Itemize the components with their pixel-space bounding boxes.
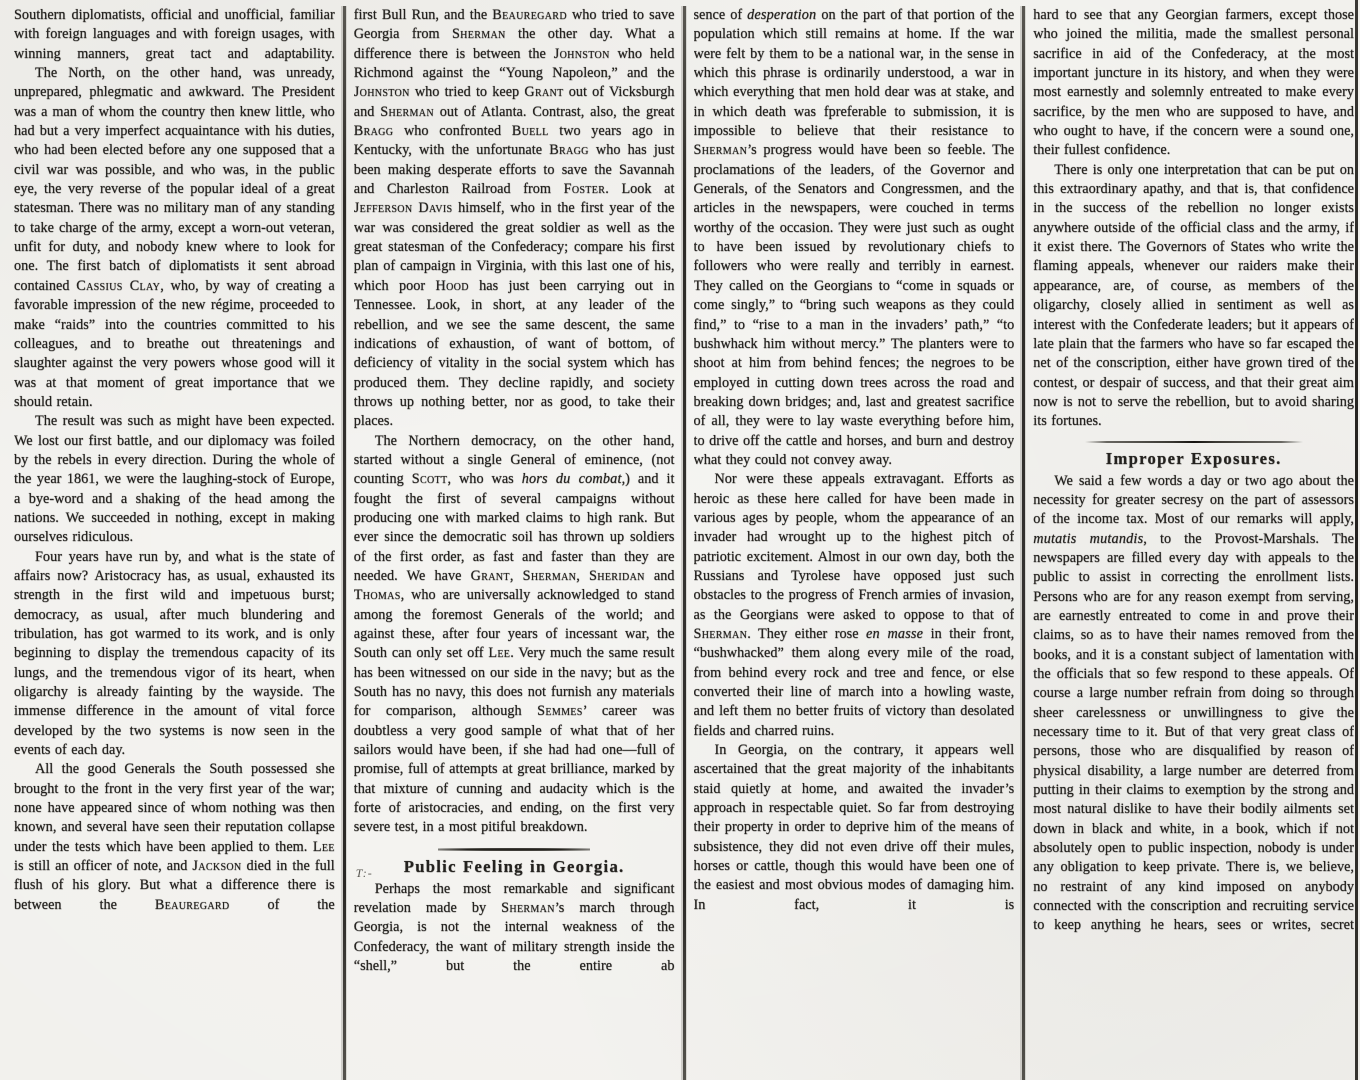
column-divider-rule: [683, 6, 686, 1080]
article-paragraph: hard to see that any Georgian farmers, except those who joined the militia, made the smallest personal sacrifice in aid of the Confederacy, at the most important juncture in its history, and when they were most earnestly and solemnly entreated to make every sacrifice, by the men who are supposed to have, and who ought to have, if the concern were a sound one, their fullest confidence.: [1033, 7, 1354, 159]
print-artifact: T:-: [355, 865, 373, 880]
article-paragraph: Southern diplomatists, official and unofficial, familiar with foreign languages and with foreign usages, with winning manners, great tact and adaptability.: [14, 7, 335, 62]
article-paragraph: The Northern democracy, on the other hand, started without a single General of eminence, (not counting Scott, who was hors du combat,) and it fought the first of several campaigns without producing one with marked claims to high rank. But ever since the democratic soil has thrown up soldiers of the first order, as fast and faster than they are needed. We have Grant, Sherman, Sheridan and Thomas, who are universally acknowledged to stand among the foremost Generals of the world; and against these, after four years of incessant war, the South can only set off Lee. Very much the same result has been witnessed on our side in the navy; but as the South has no navy, this does not furnish any materials for comparison, although Semmes’ career was doubtless a very good sample of what that of her sailors would have been, if she had had one—full of promise, full of attempts at great brilliance, marked by that mixture of cunning and audacity which is the forte of aristocracies, and ending, on the first very severe test, in a most pitiful breakdown.: [353, 432, 675, 836]
article-paragraph: first Bull Run, and the Beauregard who tried to save Georgia from Sherman the other day. What a difference there is between the Johnston who held Richmond against the “Young Napoleon,” and the Johnston who tried to keep Grant out of Vicksburgh and Sherman out of Atlanta. Contrast, also, the great Bragg who confronted Buell two years ago in Kentucky, with the unfortunate Bragg who has just been making desperate efforts to save the Savannah and Charleston Railroad from Foster. Look at Jefferson Davis himself, who in the first year of the war was considered the great soldier as well as the great statesman of the Confederacy; compare his first plan of campaign in Virginia, with this last one of his, which poor Hood has just been carrying out in Tennessee. Look, in short, at any leader of the rebellion, and we see the same descent, the same indications of exhaustion, of want of bottom, of deficiency of vitality in the social system which has produced them. They decline rapidly, and society throws up nothing better, nor as good, to take their places.: [353, 7, 675, 430]
column-divider-rule: [1022, 6, 1025, 1080]
article-paragraph: Perhaps the most remarkable and significant revelation made by Sherman’s march through Georgia, is not the internal weakness of the Confederacy, the want of military strength inside the “shell,” but the entire ab: [353, 880, 675, 975]
heading-ornament-rule: [1085, 441, 1303, 443]
article-paragraph: The result was such as might have been expected. We lost our first battle, and our diplomacy was foiled by the rebels in every direction. During the whole of the year 1861, we were the laughing-stock of Europe, a bye-word and a shaking of the head among the nations. We succeeded in nothing, except in making ourselves ridiculous.: [14, 413, 335, 546]
article-paragraph: sence of desperation on the part of that portion of the population which still remains at home. If the war were felt by them to be a national war, in the sense in which this phrase is ordinarily understood, a war in which everything that men hold dear was at stake, and in which death was fpreferable to submission, it is impossible to believe that their resistance to Sherman’s progress would have been so feeble. The proclamations of the leaders, of the Governor and Generals, of the Senators and Congressmen, and the articles in the newspapers, were couched in terms worthy of the occasion. They were just such as ought to have been issued by revolutionary chiefs to followers who were really and terribly in earnest. They called on the Georgians to “come in squads or come singly,” to “bring such weapons as they could find,” to “rise to a man in the invaders’ path,” “to bushwhack him without mercy.” The planters were to shoot at him from behind fences; the negroes to be employed in cutting down trees across the road and breaking down bridges; and, last and greatest sacrifice of all, they were to lay waste everything before him, to drive off the cattle and horses, and burn and destroy what they could not convey away.: [693, 7, 1015, 468]
page-edge-rule-right: [1355, 0, 1358, 1080]
page-edge-rule-left: [7, 0, 9, 1080]
newspaper-column-1: [14, 6, 335, 1080]
article-paragraph: There is only one interpretation that can be put on this extraordinary apathy, and that is, that confidence in the success of the rebellion no longer exists anywhere outside of the official class and the army, if it exist there. The Governors of States who write the flaming appeals, whenever our raiders make their appearance, are, of course, as members of the oligarchy, closely allied in sentiment as well as interest with the Confederate leaders; but it appears of late plain that the farmers who have so far escaped the net of the conscription, either have grown tired of the contest, or despair of success, and that their great aim now is not to serve the rebellion, but to avoid sharing its fortunes.: [1033, 161, 1354, 430]
heading-ornament-rule: [438, 848, 590, 851]
article-paragraph: Four years have run by, and what is the state of affairs now? Aristocracy has, as usual, exhausted its strength in the first wild and impetuous burst; democracy, as usual, after much blundering and tribulation, has got warmed to its work, and is only beginning to display the tremendous capacity of its lungs, and the tremendous vigor of its heart, when oligarchy is already fainting by the wayside. The immense difference in the amount of vital force developed by the two systems is now seen in the events of each day.: [14, 548, 335, 759]
article-paragraph: We said a few words a day or two ago about the necessity for greater secresy on the part of assessors of the income tax. Most of our remarks will apply, mutatis mutandis, to the Provost-Marshals. The newspapers are filled every day with appeals to the public to assist in correcting the enrollment lists. Persons who are for any reason exempt from serving, are earnestly entreated to come in and prove their claims, so as to have their names removed from the books, and it is a constant subject of lamentation with the officials that so few respond to these appeals. Of course a large number refrain from doing so through sheer carelessness or unwillingness to give the necessary time to it. But of that very great class of persons, those who are disqualified by reason of physical disability, a large number are deterred from putting in their claims to exemption by the strong and most natural dislike to have their bodily ailments set down in black and white, in a book, which if not absolutely open to public inspection, nobody is under any obligation to keep private. There is, we believe, no restraint of any kind imposed on anybody connected with the conscription and recruiting service to keep anything he hears, sees or writes, secret: [1033, 472, 1354, 934]
newspaper-column-4: [1033, 6, 1354, 1080]
article-paragraph: In Georgia, on the contrary, it appears well ascertained that the great majority of the inhabitants staid quietly at home, and awaited the invader’s approach in respectable quiet. So far from destroying their property in order to deprive him of the means of subsistence, they did not even drive off their mules, horses or cattle, though this would have been one of the easiest and most obvious modes of damaging him. In fact, it is: [693, 742, 1015, 913]
newspaper-column-3: [694, 6, 1015, 1080]
newspaper-column-2: [354, 6, 675, 1080]
column-divider-rule: [343, 6, 346, 1080]
article-heading-text: Improper Exposures.: [1105, 448, 1282, 468]
article-heading-text: Public Feeling in Georgia.: [403, 856, 625, 876]
article-paragraph: The North, on the other hand, was unready, unprepared, phlegmatic and awkward. The President was a man of whom the country then knew little, who had but a very imperfect acquaintance with his duties, who had been elected before any one supposed that a civil war was possible, and who was, in the public eye, the very reverse of the popular ideal of a great statesman. There was no military man of any standing to take charge of the army, except a worn-out veteran, unfit for duty, and nobody knew where to look for one. The first batch of diplomatists it sent abroad contained Cassius Clay, who, by way of creating a favorable impression of the new régime, proceeded to make “raids” into the countries committed to his colleagues, and to breathe out threatenings and slaughter against the very powers whose good will it was at that moment of great importance that we should retain.: [14, 65, 335, 410]
article-paragraph: All the good Generals the South possessed she brought to the front in the very first year of the war; none have appeared since of whom nothing was then known, and several have seen their reputation collapse under the tests which have been applied to them. Lee is still an officer of note, and Jackson died in the full flush of his glory. But what a difference there is between the Beauregard of the: [14, 761, 335, 913]
article-heading-improper-exposures: [1033, 432, 1354, 469]
article-heading-public-feeling-in-georgia: [354, 838, 675, 880]
article-paragraph: Nor were these appeals extravagant. Efforts as heroic as these here called for have been made in various ages by people, whom the appearance of an invader had wrought up to the highest pitch of patriotic excitement. Almost in our own day, both the Russians and Tyrolese have opposed just such obstacles to the progress of French armies of invasion, as the Georgians were asked to oppose to that of Sherman. They either rose en masse in their front, “bushwhacked” them along every mile of the road, from behind every rock and tree and fence, or else converted their line of march into a howling waste, and left them no better fruits of victory than desolated fields and charred ruins.: [693, 471, 1015, 739]
